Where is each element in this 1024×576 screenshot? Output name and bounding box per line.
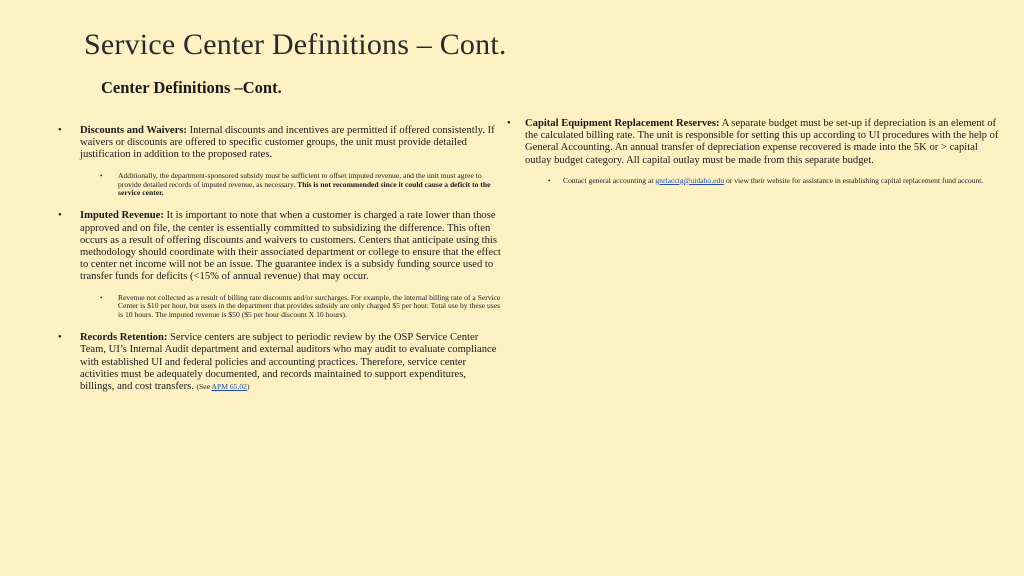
gnrlacctg-email-link[interactable]: gnrlacctg@uidaho.edu — [655, 175, 725, 185]
sub-bullet-dot: • — [548, 176, 551, 185]
sub-bullet-dot: • — [100, 293, 103, 302]
bullet-dot: • — [58, 332, 62, 344]
records-see-suffix: ) — [246, 382, 250, 392]
discounts-sub-bullet — [56, 172, 502, 199]
records-see-prefix: (See — [196, 382, 212, 392]
discounts-sub-text: Additionally, the department-sponsored subsidy must be sufficient to offset imputed revenue, and the unit must agree to provide detailed records of imputed revenue, as necessary. — [118, 170, 482, 189]
imputed-term: Imputed Revenue: — [80, 210, 164, 222]
capital-text: A separate budget must be set-up if depreciation is an element of the calculated billing rate. The unit is responsible for setting this up according to UI procedures with the help of General Accounting. An annual transfer of depreciation expense recovered is made into the 5K or > capital outlay budget category. All capital outlay must be made from this separate budget. — [525, 118, 999, 166]
records-term: Records Retention: — [80, 332, 168, 344]
discounts-text: Internal discounts and incentives are permitted if offered consistently. If waivers or discounts are offered to specific customer groups, the unit must provide detailed justification in addition to the proposed rates. — [80, 125, 495, 161]
left-column — [56, 125, 502, 403]
imputed-bullet — [56, 210, 502, 283]
discounts-sub-bold: This is not recommended since it could cause a deficit to the service center. — [118, 179, 491, 198]
imputed-text: It is important to note that when a customer is charged a rate lower than those approved and on file, the center is essentially committed to subsidizing the difference. This often occurs as a result of offering discounts and waivers to customers. Centers that anticipate using this methodology should coordinate with their associated department or college to ensure that the effect to center net income will not be an issue. The guarantee index is a subsidy funding source used to transfer funds for deficits (<15% of annual revenue) that may occur. — [80, 210, 501, 283]
slide-subtitle: Center Definitions –Cont. — [101, 78, 282, 97]
bullet-dot: • — [58, 125, 62, 136]
apm-link[interactable]: APM 65.02 — [211, 382, 247, 392]
capital-bullet — [503, 118, 999, 167]
sub-bullet-dot: • — [100, 171, 103, 180]
imputed-sub-text: Revenue not collected as a result of billing rate discounts and/or surcharges. For example, the internal billing rate of a Service Center is $10 per hour, but users in the department that provides subsidy are only charged $5 per hour. Total use by these uses is 10 hours. The imputed revenue is $50 ($5 per hour discount X 10 hours). — [118, 292, 501, 320]
slide-title: Service Center Definitions – Cont. — [84, 28, 507, 61]
bullet-dot: • — [507, 118, 511, 129]
discounts-bullet — [56, 125, 502, 162]
records-bullet — [56, 332, 502, 393]
capital-sub-suffix: or view their website for assistance in establishing capital replacement fund account. — [724, 175, 984, 185]
imputed-sub-bullet — [56, 294, 502, 321]
capital-sub-prefix: Contact general accounting at — [563, 175, 656, 185]
discounts-term: Discounts and Waivers: — [80, 125, 187, 136]
capital-sub-bullet — [503, 177, 999, 186]
bullet-dot: • — [58, 210, 62, 222]
right-column — [503, 118, 999, 198]
capital-term: Capital Equipment Replacement Reserves: — [525, 118, 720, 129]
records-text: Service centers are subject to periodic review by the OSP Service Center Team, UI’s Internal Audit department and external auditors who may audit to evaluate compliance with established UI and federal policies and accounting practices. Therefore, service center activities must be adequately documented, and records maintained to support expenditures, billings, and cost transfers. — [80, 332, 497, 393]
